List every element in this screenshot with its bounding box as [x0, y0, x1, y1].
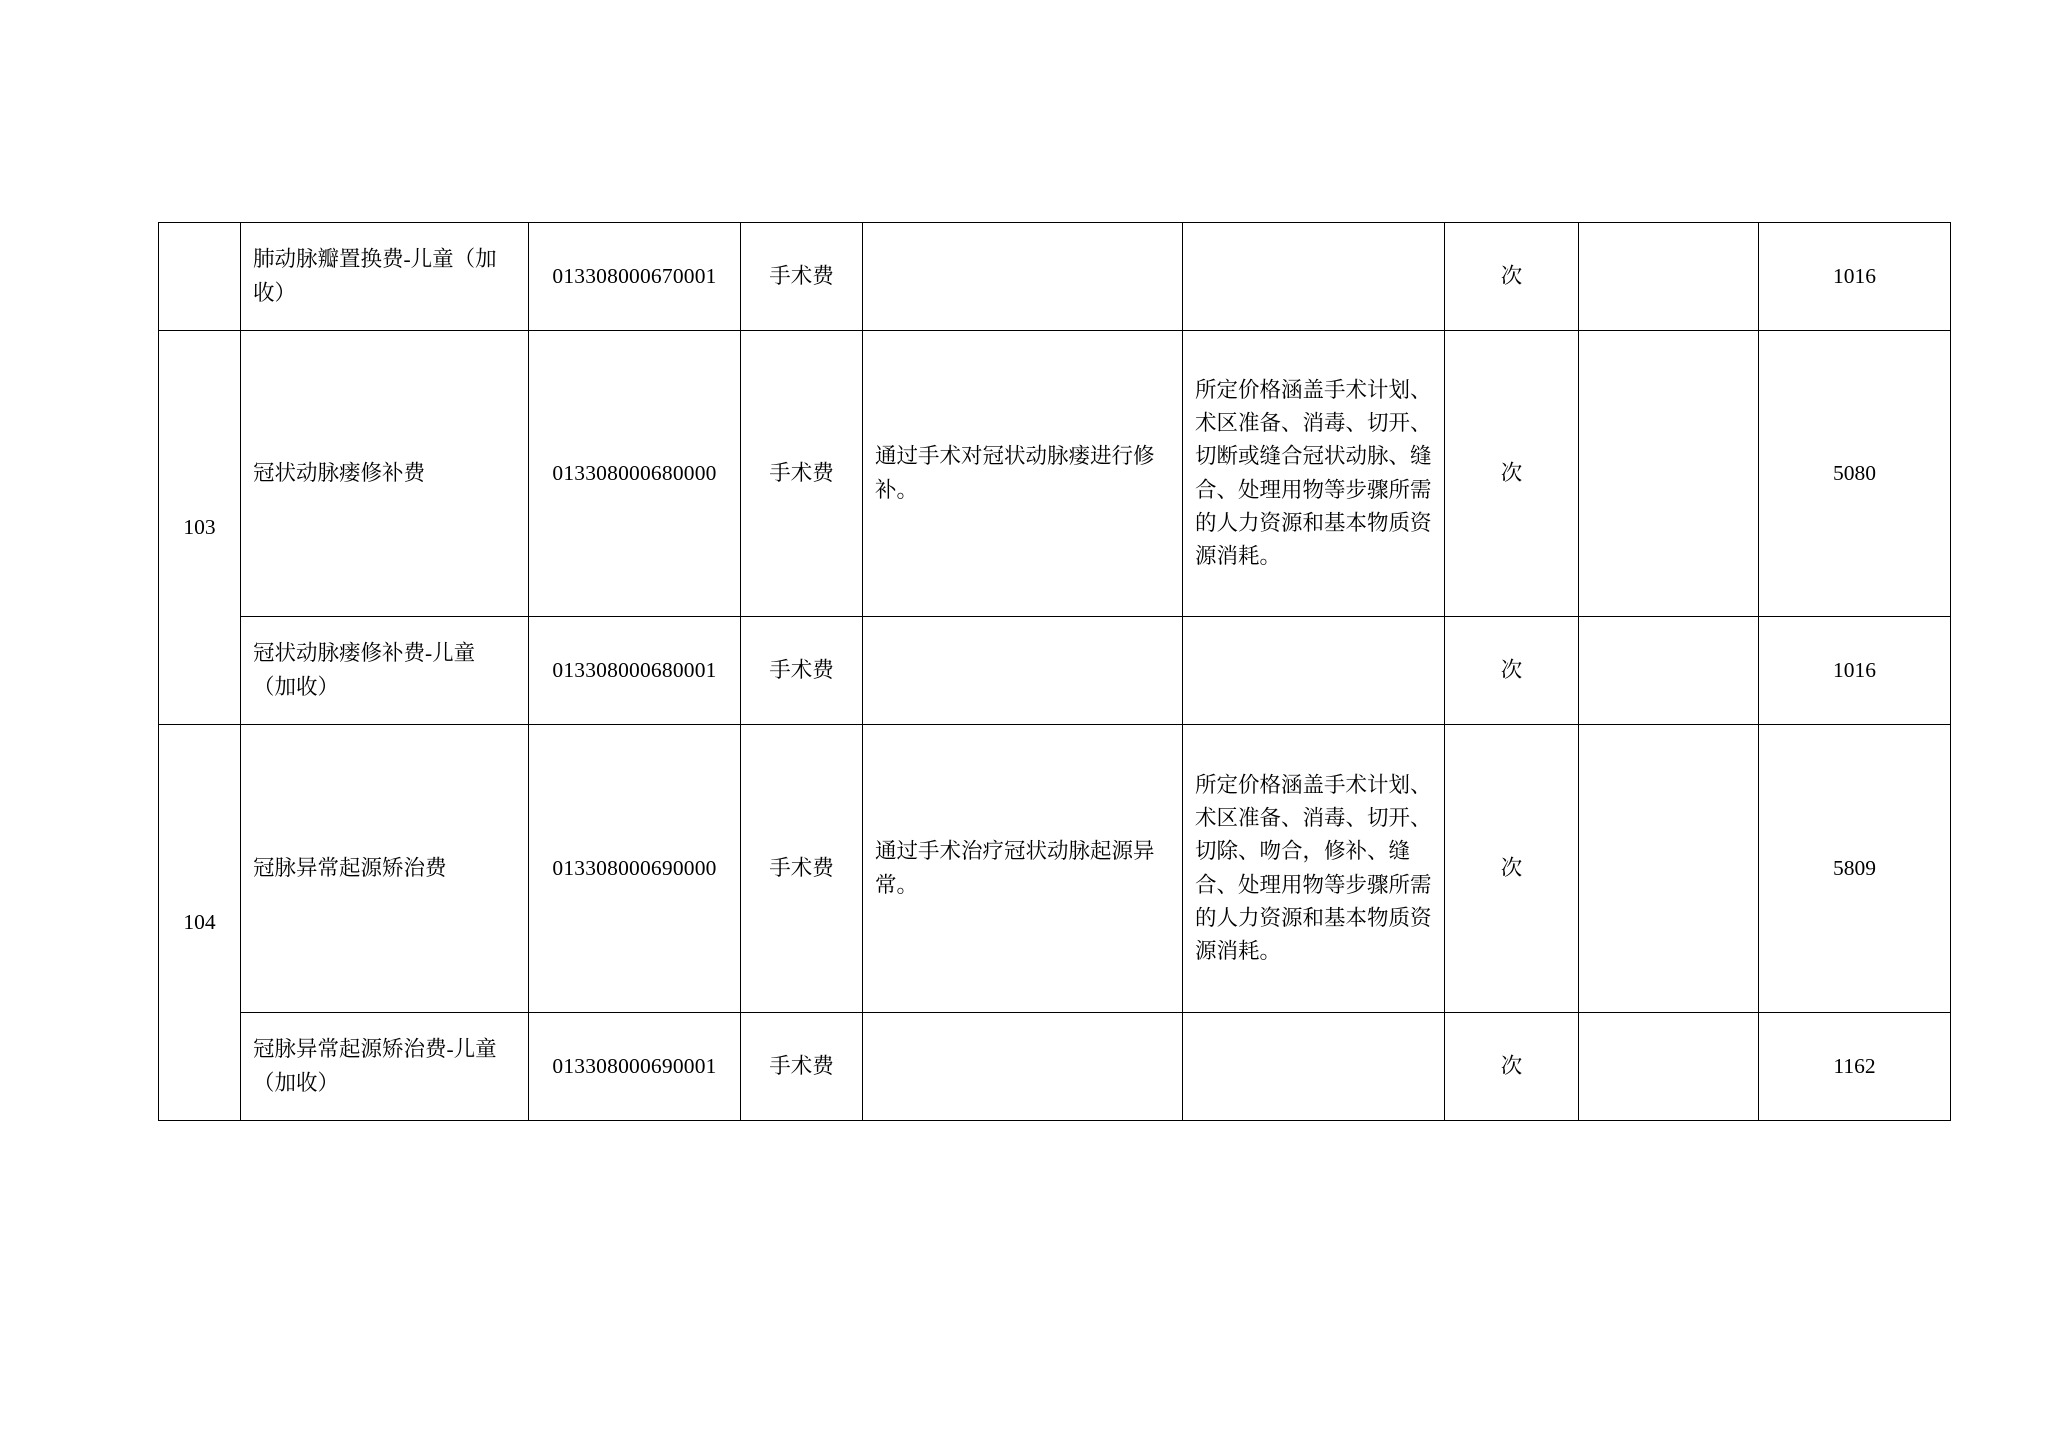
row-index-cell: 104: [159, 725, 241, 1121]
item-name-cell: 冠状动脉瘘修补费: [241, 331, 529, 617]
table-row: [159, 331, 1951, 617]
row-index-cell: [159, 223, 241, 331]
item-code-cell: 013308000680001: [529, 617, 741, 725]
item-code-cell: 013308000690000: [529, 725, 741, 1013]
item-name-cell: 冠脉异常起源矫治费-儿童（加收）: [241, 1013, 529, 1121]
table-row: [159, 223, 1951, 331]
unit-cell: 次: [1445, 1013, 1579, 1121]
table-row: [159, 617, 1951, 725]
item-note-cell: [1183, 617, 1445, 725]
excluded-content-cell: [1579, 617, 1759, 725]
price-cell: 5809: [1759, 725, 1951, 1013]
unit-cell: 次: [1445, 331, 1579, 617]
item-name-cell: 冠脉异常起源矫治费: [241, 725, 529, 1013]
fee-type-cell: 手术费: [741, 331, 863, 617]
item-description-cell: [863, 223, 1183, 331]
fee-type-cell: 手术费: [741, 223, 863, 331]
item-note-cell: 所定价格涵盖手术计划、术区准备、消毒、切开、切除、吻合，修补、缝合、处理用物等步骤所需的人力资源和基本物质资源消耗。: [1183, 725, 1445, 1013]
price-cell: 1016: [1759, 617, 1951, 725]
item-code-cell: 013308000670001: [529, 223, 741, 331]
excluded-content-cell: [1579, 725, 1759, 1013]
excluded-content-cell: [1579, 1013, 1759, 1121]
unit-cell: 次: [1445, 223, 1579, 331]
item-note-cell: 所定价格涵盖手术计划、术区准备、消毒、切开、切断或缝合冠状动脉、缝合、处理用物等步骤所需的人力资源和基本物质资源消耗。: [1183, 331, 1445, 617]
fee-type-cell: 手术费: [741, 725, 863, 1013]
price-cell: 1016: [1759, 223, 1951, 331]
fee-type-cell: 手术费: [741, 1013, 863, 1121]
item-name-cell: 冠状动脉瘘修补费-儿童（加收）: [241, 617, 529, 725]
unit-cell: 次: [1445, 725, 1579, 1013]
item-note-cell: [1183, 1013, 1445, 1121]
item-description-cell: 通过手术治疗冠状动脉起源异常。: [863, 725, 1183, 1013]
item-description-cell: [863, 1013, 1183, 1121]
item-description-cell: [863, 617, 1183, 725]
price-cell: 1162: [1759, 1013, 1951, 1121]
item-name-cell: 肺动脉瓣置换费-儿童（加收）: [241, 223, 529, 331]
row-index-cell: 103: [159, 331, 241, 725]
excluded-content-cell: [1579, 331, 1759, 617]
unit-cell: 次: [1445, 617, 1579, 725]
item-code-cell: 013308000690001: [529, 1013, 741, 1121]
item-description-cell: 通过手术对冠状动脉瘘进行修补。: [863, 331, 1183, 617]
price-cell: 5080: [1759, 331, 1951, 617]
price-table: [158, 222, 1951, 1121]
fee-type-cell: 手术费: [741, 617, 863, 725]
table-row: [159, 725, 1951, 1013]
item-note-cell: [1183, 223, 1445, 331]
item-code-cell: 013308000680000: [529, 331, 741, 617]
table-row: [159, 1013, 1951, 1121]
price-table-container: [158, 222, 1950, 1121]
excluded-content-cell: [1579, 223, 1759, 331]
